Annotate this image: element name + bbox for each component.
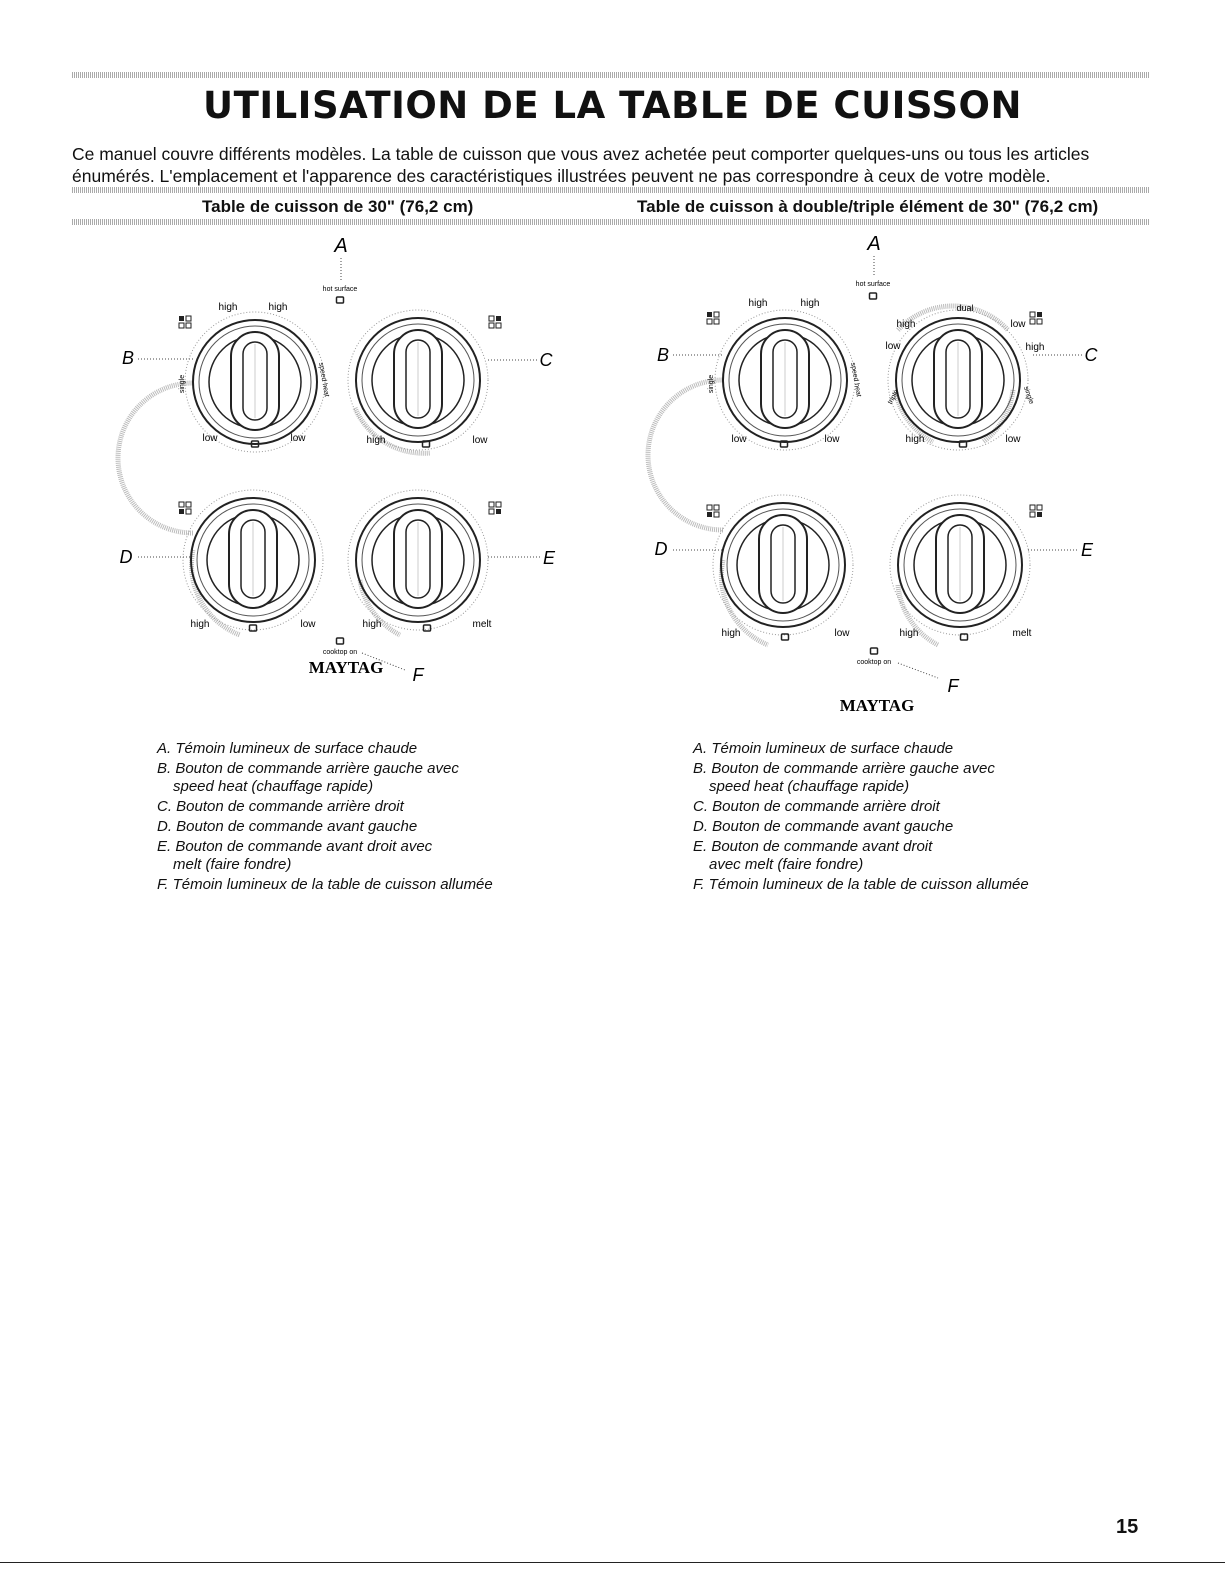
callout-e: E [1080, 540, 1094, 560]
front-right-position-icon [489, 502, 501, 514]
maytag-logo: MAYTAG [839, 696, 915, 715]
legend-item-e-cont [693, 856, 1133, 874]
rear-right-position-icon [1030, 312, 1042, 324]
rear-left-knob [648, 310, 855, 530]
front-right-zero-mark-icon [424, 625, 431, 631]
header-rule-top [72, 187, 1150, 193]
legend-item-b-cont [157, 778, 597, 796]
rear-left-label-low-1: low [731, 434, 747, 445]
bottom-rule [0, 1562, 1225, 1563]
legend-item-e-line2: melt (faire fondre) [173, 856, 292, 873]
rear-right-label-single: single [1021, 385, 1035, 406]
legend-item-b-cont [693, 778, 1133, 796]
front-right-label-melt: melt [1012, 628, 1032, 639]
legend-item-e-line2: avec melt (faire fondre) [709, 856, 864, 873]
callout-c: C [539, 350, 553, 370]
legend-item-b [693, 760, 1133, 778]
page-title: UTILISATION DE LA TABLE DE CUISSON [203, 84, 1022, 127]
hot-surface-indicator-icon [870, 293, 877, 299]
right-column-heading: Table de cuisson à double/triple élément de 30" (76,2 cm) [637, 197, 1099, 216]
rear-left-label-low-2: low [290, 433, 306, 444]
legend-item-c: C. Bouton de commande arrière droit [693, 798, 940, 815]
legend-item-d: D. Bouton de commande avant gauche [157, 818, 418, 835]
legend-item-b-line1: B. Bouton de commande arrière gauche avec [693, 760, 995, 777]
hot-surface-indicator-icon [337, 297, 344, 303]
callout-c: C [1084, 345, 1098, 365]
rear-right-label-dual: dual [956, 303, 974, 313]
front-right-knob [890, 495, 1030, 645]
front-right-label-melt: melt [472, 619, 492, 630]
front-left-knob [713, 495, 853, 645]
front-left-knob [183, 490, 323, 635]
legend-item-b [157, 760, 597, 778]
front-left-label-low: low [300, 619, 316, 630]
legend-item-c: C. Bouton de commande arrière droit [157, 798, 404, 815]
hot-surface-label: hot surface [322, 286, 358, 293]
legend-item-e-line1: E. Bouton de commande avant droit avec [157, 838, 433, 855]
left-column-heading: Table de cuisson de 30" (76,2 cm) [202, 197, 474, 216]
rear-left-label-high-1: high [218, 302, 238, 313]
rear-right-label-low-bottom: low [1005, 434, 1021, 445]
maytag-logo: MAYTAG [308, 658, 384, 677]
rear-right-label-low-top: low [1010, 319, 1026, 330]
front-left-position-icon [179, 502, 191, 514]
front-left-position-icon [707, 505, 719, 517]
rear-left-position-icon [179, 316, 191, 328]
rear-right-label-high-top: high [896, 319, 916, 330]
rear-right-knob [348, 310, 488, 453]
front-right-label-high: high [362, 619, 382, 630]
legend-item-e-cont [157, 856, 597, 874]
rear-right-label-high: high [366, 435, 386, 446]
rear-right-label-low-inner: low [885, 341, 901, 352]
rear-left-label-speed-heat: speed heat [317, 362, 330, 398]
right-legend [693, 740, 1133, 896]
left-cooktop-diagram [100, 230, 620, 700]
top-rule [72, 72, 1150, 78]
rear-left-label-low-1: low [202, 433, 218, 444]
rear-right-label-high-inner: high [1025, 342, 1045, 353]
front-right-position-icon [1030, 505, 1042, 517]
front-left-label-high: high [721, 628, 741, 639]
front-left-zero-mark-icon [250, 625, 257, 631]
front-left-label-high: high [190, 619, 210, 630]
legend-item-e-line1: E. Bouton de commande avant droit [693, 838, 933, 855]
callout-d: D [654, 539, 668, 559]
rear-left-knob [118, 312, 325, 533]
legend-item-b-line2: speed heat (chauffage rapide) [709, 778, 910, 795]
legend-item-d: D. Bouton de commande avant gauche [693, 818, 954, 835]
rear-left-label-single: single [708, 374, 715, 394]
callout-e: E [542, 548, 556, 568]
legend-item-f: F. Témoin lumineux de la table de cuisson allumée [157, 876, 493, 893]
cooktop-on-indicator-icon [871, 648, 878, 654]
rear-right-label-high-bottom: high [905, 434, 925, 445]
front-right-label-high: high [899, 628, 919, 639]
legend-item-a: A. Témoin lumineux de surface chaude [693, 740, 954, 757]
left-legend [157, 740, 597, 896]
callout-f: F [412, 665, 424, 685]
header-rule-bottom [72, 219, 1150, 225]
front-right-knob [348, 490, 488, 635]
front-left-label-low: low [834, 628, 850, 639]
rear-left-label-single: single [179, 374, 186, 394]
callout-b: B [656, 345, 670, 365]
rear-left-position-icon [707, 312, 719, 324]
right-cooktop-diagram [633, 230, 1153, 715]
rear-left-label-high-2: high [800, 298, 820, 309]
rear-left-label-high-1: high [748, 298, 768, 309]
rear-left-label-low-2: low [824, 434, 840, 445]
legend-item-e [157, 838, 597, 856]
hot-surface-label: hot surface [855, 281, 891, 288]
legend-item-b-line2: speed heat (chauffage rapide) [173, 778, 374, 795]
cooktop-on-label: cooktop on [856, 659, 892, 666]
legend-item-b-line1: B. Bouton de commande arrière gauche avec [157, 760, 459, 777]
rear-left-label-speed-heat: speed heat [849, 362, 862, 398]
callout-f: F [947, 676, 959, 696]
cooktop-on-label: cooktop on [322, 649, 358, 656]
callout-a: A [867, 233, 881, 255]
legend-item-a: A. Témoin lumineux de surface chaude [157, 740, 418, 757]
rear-right-position-icon [489, 316, 501, 328]
rear-right-label-triple: triple [886, 388, 901, 406]
legend-item-f: F. Témoin lumineux de la table de cuisson allumée [693, 876, 1029, 893]
intro-paragraph: Ce manuel couvre différents modèles. La table de cuisson que vous avez achetée peut comporter quelques-uns ou tous les articles énumérés. L'emplacement et l'apparence des caractéristiques illustrées peuvent ne pas correspondre à ceux de votre modèle. [72, 144, 1090, 186]
legend-item-e [693, 838, 1133, 856]
page-number: 15 [1116, 1516, 1139, 1538]
callout-a: A [334, 235, 348, 257]
callout-d: D [119, 547, 133, 567]
rear-left-label-high-2: high [268, 302, 288, 313]
rear-right-label-low: low [472, 435, 488, 446]
cooktop-on-indicator-icon [337, 638, 344, 644]
callout-b: B [121, 348, 135, 368]
